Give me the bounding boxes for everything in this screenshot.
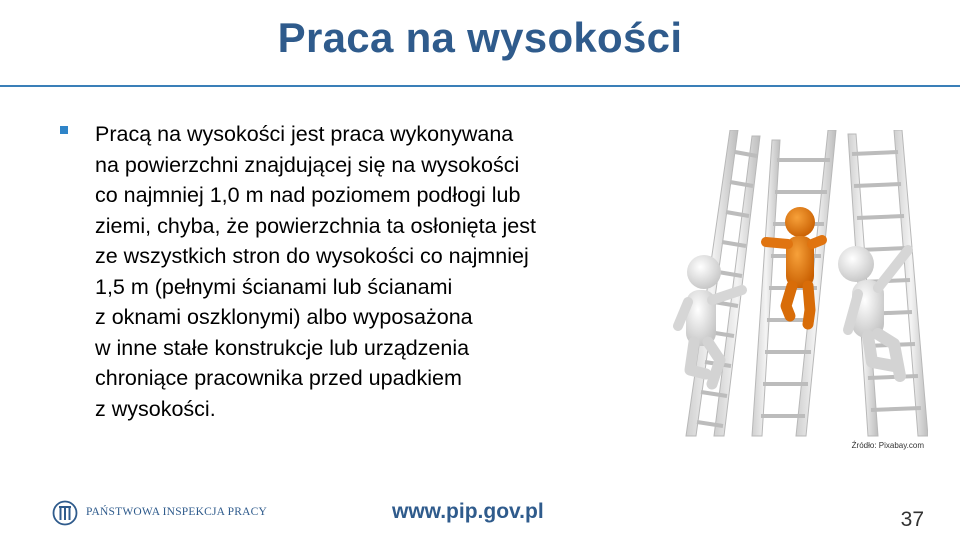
body-line: co najmniej 1,0 m nad poziomem podłogi lub [95,183,521,207]
body-line: chroniące pracownika przed upadkiem [95,366,462,390]
body-line: na powierzchni znajdującej się na wysokości [95,152,520,177]
slide-title: Praca na wysokości [277,14,683,61]
body-line: w inne stałe konstrukcje lub urządzenia [95,335,470,360]
body-line: ze wszystkich stron do wysokości co najmniej [95,244,529,268]
ladders-climbing-figures-icon [672,130,928,438]
body-line: Pracą na wysokości jest praca wykonywana [95,122,514,146]
page-number: 37 [900,508,924,531]
footer-organization: PAŃSTWOWA INSPEKCJA PRACY [86,506,267,518]
footer-website-link[interactable]: www.pip.gov.pl [392,500,544,523]
image-source-credit: Źródło: Pixabay.com [851,441,924,450]
body-line: 1,5 m (pełnymi ścianami lub ścianami [95,274,453,299]
body-line: z wysokości. [95,396,216,421]
body-line: ziemi, chyba, że powierzchnia ta osłonięta jest [95,213,536,238]
body-line: z oknami oszklonymi) albo wyposażona [95,305,473,329]
pip-logo-icon [52,500,78,526]
body-paragraph [95,119,655,424]
title-divider [0,85,960,87]
bullet-marker [60,126,68,134]
